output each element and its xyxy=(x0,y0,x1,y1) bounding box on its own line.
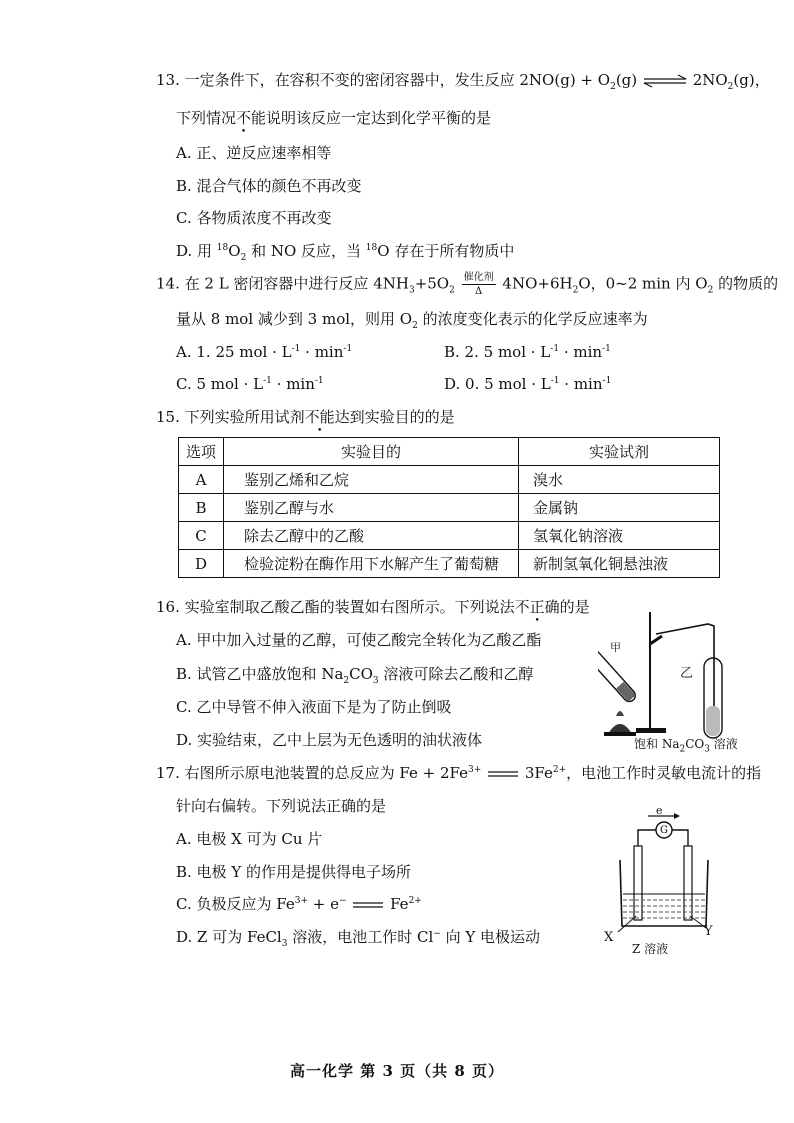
figure-label-z-solution: Z 溶液 xyxy=(632,942,669,956)
equals-arrow-icon xyxy=(351,898,385,912)
q16-option-b: B. 试管乙中盛放饱和 $Na_2CO_3$ 溶液可除去乙酸和乙醇 xyxy=(176,665,534,686)
q14-option-a: A. 1. 25 mol · $L^{-1} \cdot \min^{-1}$ xyxy=(176,343,353,361)
reaction-condition: 催化剂 Δ xyxy=(463,272,494,297)
q14-option-c: C. 5 mol · $L^{-1} \cdot \min^{-1}$ xyxy=(176,375,324,393)
q14-option-d: D. 0. 5 mol · $L^{-1} \cdot \min^{-1}$ xyxy=(444,375,612,393)
table-row: A 鉴别乙烯和乙烷 溴水 xyxy=(179,466,720,494)
q13-option-c: C. 各物质浓度不再改变 xyxy=(176,209,332,227)
equals-arrow-icon xyxy=(486,767,520,781)
q13-stem-2: 下列情况不能说明该反应一定达到化学平衡的是 xyxy=(176,109,492,127)
ester-apparatus-figure xyxy=(598,602,740,750)
equilibrium-arrow-icon xyxy=(642,74,688,88)
q14-stem: 14. 在 2 L 密闭容器中进行反应 $4NH_3+5O_2$ 催化剂 Δ $4NO+6H_2O$，0~2 min 内 $O_2$ 的物质的 xyxy=(156,272,779,297)
q13-option-b: B. 混合气体的颜色不再改变 xyxy=(176,177,362,195)
q13-option-a: A. 正、逆反应速率相等 xyxy=(176,144,332,162)
q17-option-a: A. 电极 X 可为 Cu 片 xyxy=(176,830,323,848)
q15-table xyxy=(178,437,720,578)
table-row: D 检验淀粉在酶作用下水解产生了葡萄糖 新制氢氧化铜悬浊液 xyxy=(179,550,720,578)
q17-option-c: C. 负极反应为 $Fe^{3+} + e^-$ $Fe^{2+}$ xyxy=(176,895,422,913)
q16-option-d: D. 实验结束，乙中上层为无色透明的油状液体 xyxy=(176,731,483,749)
figure-label-e: e xyxy=(656,804,663,817)
q13-option-d: D. 用 $^{18}O_2$ 和 NO 反应，当 $^{18}$O 存在于所有物质中 xyxy=(176,242,515,263)
table-header-row: 选项 实验目的 实验试剂 xyxy=(179,438,720,466)
table-row: B 鉴别乙醇与水 金属钠 xyxy=(179,494,720,522)
galvanometer-label: G xyxy=(660,825,668,836)
page-footer: 高一化学 第 3 页（共 8 页） xyxy=(290,1062,504,1080)
q17-option-d: D. Z 可为 FeCl$_3$ 溶液，电池工作时 Cl− 向 Y 电极运动 xyxy=(176,928,541,949)
q13-stem: 13. 一定条件下，在容积不变的密闭容器中，发生反应 $2NO(g) + O_2(g)$ $2NO_2(g)$， xyxy=(156,71,770,92)
figure-label-jia: 甲 xyxy=(610,641,621,654)
q14-option-b: B. 2. 5 mol · $L^{-1} \cdot \min^{-1}$ xyxy=(444,343,611,361)
table-row: C 除去乙醇中的乙酸 氢氧化钠溶液 xyxy=(179,522,720,550)
q16-stem: 16. 实验室制取乙酸乙酯的装置如右图所示。下列说法不正确的是 xyxy=(156,598,590,616)
q16-option-c: C. 乙中导管不伸入液面下是为了防止倒吸 xyxy=(176,698,452,716)
q15-stem: 15. 下列实验所用试剂不能达到实验目的的是 xyxy=(156,408,455,426)
figure-label-x: X xyxy=(604,930,614,945)
q17-option-b: B. 电极 Y 的作用是提供得电子场所 xyxy=(176,863,411,881)
q16-option-a: A. 甲中加入过量的乙醇，可使乙酸完全转化为乙酸乙酯 xyxy=(176,631,542,649)
figure-caption-16: 饱和 $Na_2CO_3$ 溶液 xyxy=(634,737,738,755)
figure-label-yi: 乙 xyxy=(680,666,694,681)
q14-stem-2: 量从 8 mol 减少到 3 mol，则用 $O_2$ 的浓度变化表示的化学反应速率为 xyxy=(176,310,648,331)
q17-stem-2: 针向右偏转。下列说法正确的是 xyxy=(176,797,387,815)
figure-label-y: Y xyxy=(704,924,713,939)
q17-stem: 17. 右图所示原电池装置的总反应为 $Fe + 2Fe^{3+}$ $3Fe^{2+}$，电池工作时灵敏电流计的指 xyxy=(156,764,762,782)
